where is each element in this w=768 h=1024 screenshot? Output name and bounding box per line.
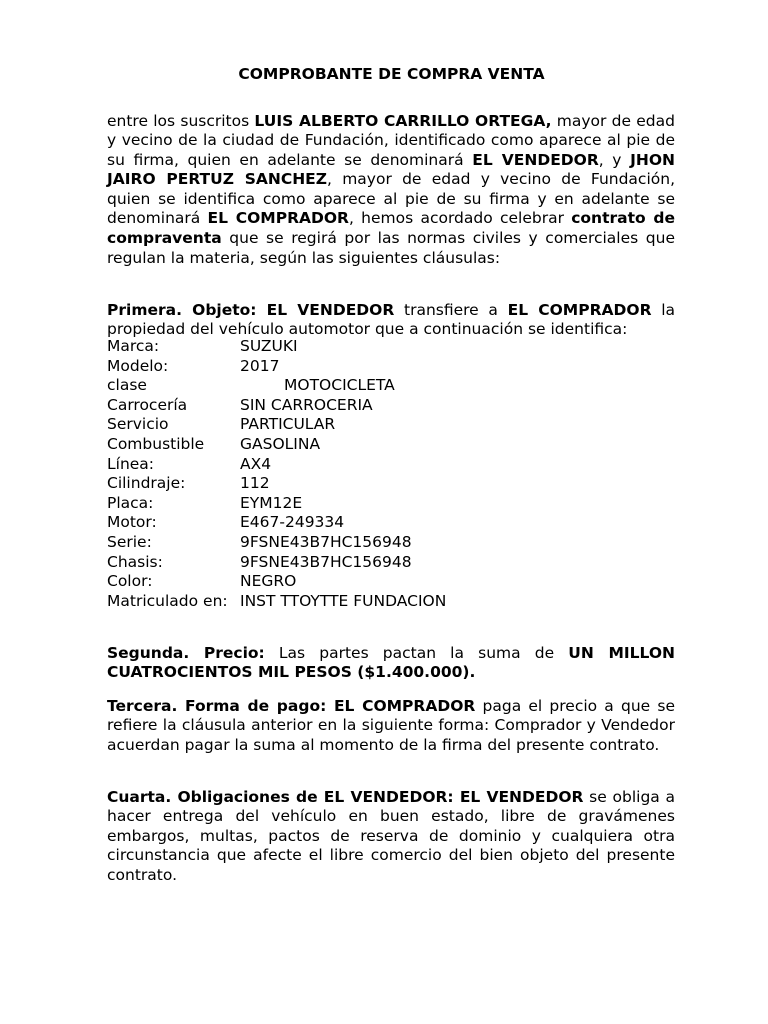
spec-label: Cilindraje: [107,474,186,493]
intro-text: entre los suscritos [107,111,255,130]
clause-text: se obliga a hacer entrega del vehículo en buen estado, libre de gravámenes embargos, multas, pactos de reserva de dominio y cualquiera otra circunstancia que afecte el libre comercio del bien objeto del presente contrato. [107,787,675,884]
clause-heading: Cuarta. Obligaciones de EL VENDEDOR: EL VENDEDOR [107,787,584,806]
spec-value: SIN CARROCERIA [240,395,373,414]
spec-row-color [107,572,675,592]
clause-tercera [107,697,675,756]
spec-label: Serie: [107,532,152,551]
spec-label: Matriculado en: [107,591,228,610]
intro-paragraph [107,112,675,269]
spec-value: INST TTOYTTE FUNDACION [240,591,447,610]
price-amount: UN MILLON CUATROCIENTOS MIL PESOS ($1.400.000). [107,643,675,682]
spec-row-placa [107,494,675,514]
clause-heading: Tercera. Forma de pago: EL COMPRADOR [107,696,476,715]
spec-value: PARTICULAR [240,415,336,434]
seller-role: EL VENDEDOR [472,150,599,169]
intro-text: , hemos acordado celebrar [348,209,572,228]
spec-value: MOTOCICLETA [284,376,395,395]
spec-row-clase [107,376,675,396]
spec-label: Chasis: [107,552,163,571]
vehicle-specs [107,337,675,611]
spec-label: clase [107,376,147,395]
spec-row-carroceria [107,396,675,416]
spec-label: Placa: [107,493,154,512]
spec-value: EYM12E [240,493,303,512]
spec-row-modelo [107,357,675,377]
spec-row-servicio [107,415,675,435]
intro-text: que se regirá por las normas civiles y comerciales que regulan la materia, según las siguientes cláusulas: [107,229,675,267]
spec-row-matriculado [107,592,675,612]
spec-value: SUZUKI [240,337,298,355]
spec-label: Carrocería [107,395,188,414]
spec-row-cilindraje [107,474,675,494]
clause-heading: Segunda. Precio: [107,643,265,662]
spec-row-linea [107,455,675,475]
spec-label: Marca: [107,337,160,355]
spec-value: GASOLINA [240,434,321,453]
buyer-name: JHON JAIRO PERTUZ SANCHEZ [107,150,675,189]
spec-value: NEGRO [240,572,297,591]
intro-text: , mayor de edad y vecino de Fundación, quien se identifica como aparece al pie de su firma y en adelante se denominará [107,170,675,228]
spec-label: Color: [107,572,153,591]
clause-text: transfiere a [394,300,508,319]
spec-row-combustible [107,435,675,455]
clause-segunda [107,644,675,683]
clause-text: Las partes pactan la suma de [264,643,569,662]
spec-label: Servicio [107,415,169,434]
buyer-role: EL COMPRADOR [207,209,349,228]
spec-row-serie [107,533,675,553]
buyer-role: EL COMPRADOR [507,300,652,319]
spec-label: Modelo: [107,356,169,375]
clause-text: paga el precio a que se refiere la cláusula anterior en la siguiente forma: Comprador y Vendedor acuerdan pagar la suma al momento de la firma del presente contrato. [107,696,675,754]
clause-text: la propiedad del vehículo automotor que a continuación se identifica: [107,300,676,339]
document-title: COMPROBANTE DE COMPRA VENTA [238,65,545,83]
spec-label: Combustible [107,434,205,453]
spec-value: 9FSNE43B7HC156948 [240,552,412,571]
spec-label: Línea: [107,454,155,473]
spec-value: 112 [240,474,270,493]
spec-row-chasis [107,553,675,573]
clause-primera [107,301,675,340]
intro-text: , y [598,150,631,169]
spec-row-motor [107,513,675,533]
spec-value: 9FSNE43B7HC156948 [240,532,412,551]
spec-row-marca [107,337,675,357]
contract-type: contrato de compraventa [107,209,675,248]
clause-cuarta [107,788,675,886]
spec-value: 2017 [240,356,280,375]
clause-heading: Primera. Objeto: EL VENDEDOR [107,300,395,319]
spec-label: Motor: [107,513,157,532]
spec-value: E467-249334 [240,513,345,532]
intro-text: mayor de edad y vecino de la ciudad de Fundación, identificado como aparece al pie de su firma, quien en adelante se denominará [107,111,675,169]
seller-name: LUIS ALBERTO CARRILLO ORTEGA, [254,111,552,130]
spec-value: AX4 [240,454,272,473]
